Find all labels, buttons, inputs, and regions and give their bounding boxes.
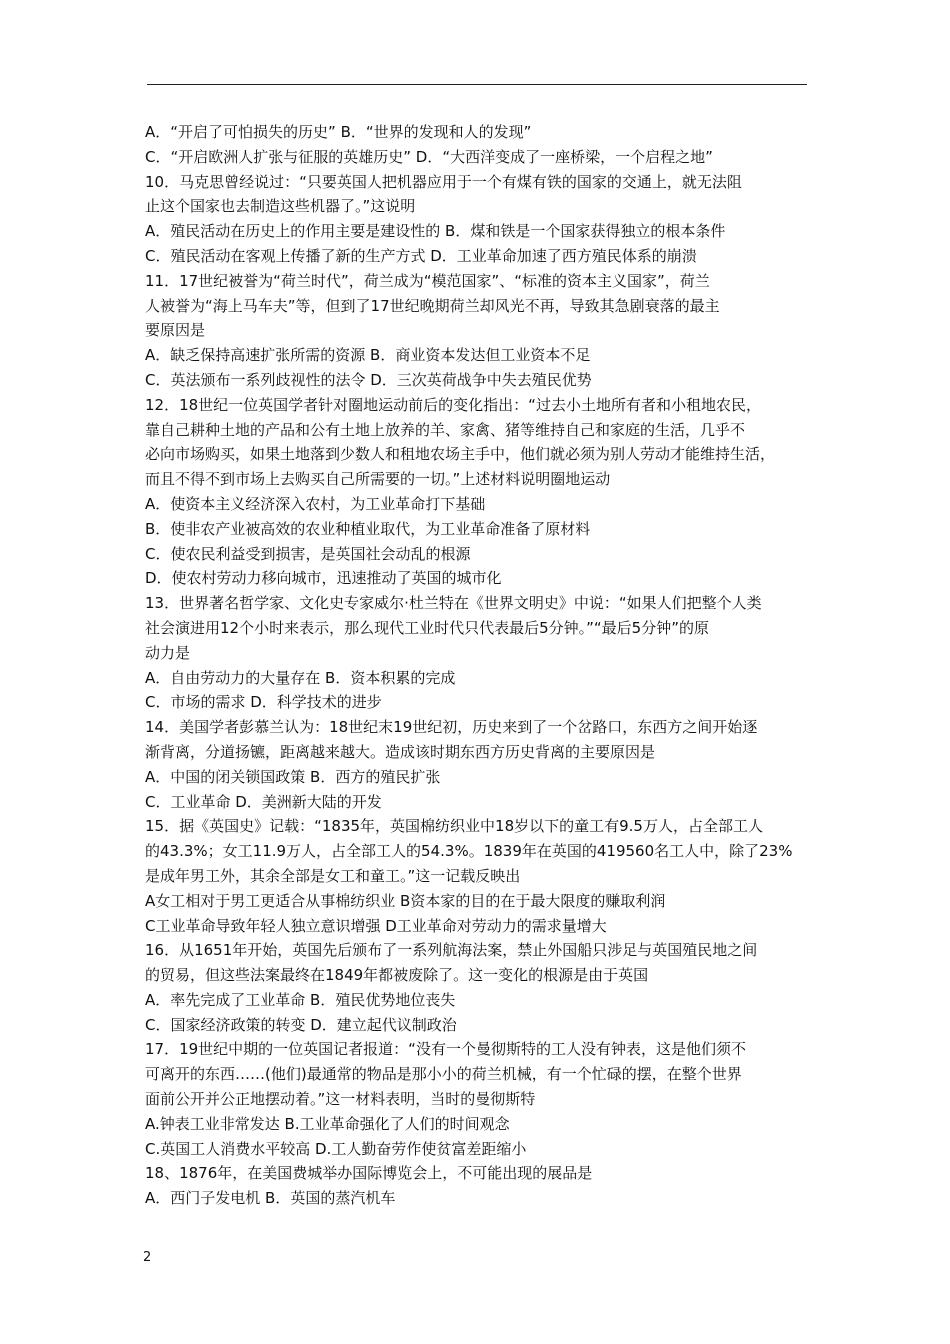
text-line: 的贸易，但这些法案最终在1849年都被废除了。这一变化的根源是由于英国 <box>145 966 649 985</box>
header-rule <box>147 84 807 85</box>
page-number: 2 <box>143 1250 152 1265</box>
text-line: 12．18世纪一位英国学者针对圈地运动前后的变化指出：“过去小土地所有者和小租地农民， <box>145 395 761 414</box>
text-line: A．率先完成了工业革命 B．殖民优势地位丧失 <box>145 990 456 1009</box>
text-line: A女工相对于男工更适合从事棉纺织业 B资本家的目的在于最大限度的赚取利润 <box>145 891 666 910</box>
text-line: 16．从1651年开始，英国先后颁布了一系列航海法案，禁止外国船只涉足与英国殖民地之间 <box>145 941 758 960</box>
text-line: A.钟表工业非常发达 B.工业革命强化了人们的时间观念 <box>145 1114 510 1133</box>
text-line: 人被誉为“海上马车夫”等，但到了17世纪晚期荷兰却风光不再，导致其急剧衰落的最主 <box>145 296 720 315</box>
text-line: 的43.3%；女工11.9万人，占全部工人的54.3%。1839年在英国的419560名工人中，除了23% <box>145 842 793 861</box>
text-line: A．使资本主义经济深入农村，为工业革命打下基础 <box>145 494 486 513</box>
text-line: C．市场的需求 D．科学技术的进步 <box>145 693 382 712</box>
text-line: 而且不得不到市场上去购买自己所需要的一切。”上述材料说明圈地运动 <box>145 470 611 489</box>
text-line: C．殖民活动在客观上传播了新的生产方式 D．工业革命加速了西方殖民体系的崩溃 <box>145 246 697 265</box>
text-line: C．使农民利益受到损害，是英国社会动乱的根源 <box>145 544 471 563</box>
text-line: C．“开启欧洲人扩张与征服的英雄历史” D．“大西洋变成了一座桥梁，一个启程之地” <box>145 147 713 166</box>
text-line: C工业革命导致年轻人独立意识增强 D工业革命对劳动力的需求量增大 <box>145 916 607 935</box>
text-line: A．“开启了可怕损失的历史” B．“世界的发现和人的发现” <box>145 123 532 141</box>
text-line: C.英国工人消费水平较高 D.工人勤奋劳作使贫富差距缩小 <box>145 1139 527 1158</box>
text-line: A．自由劳动力的大量存在 B．资本积累的完成 <box>145 668 456 687</box>
text-line: A．西门子发电机 B．英国的蒸汽机车 <box>145 1189 396 1208</box>
text-line: D．使农村劳动力移向城市，迅速推动了英国的城市化 <box>145 569 502 588</box>
text-line: 面前公开并公正地摆动着。”这一材料表明，当时的曼彻斯特 <box>145 1090 536 1109</box>
text-line: A．缺乏保持高速扩张所需的资源 B．商业资本发达但工业资本不足 <box>145 346 591 365</box>
text-line: 社会演进用12个小时来表示，那么现代工业时代只代表最后5分钟。”“最后5分钟”的原 <box>145 618 709 637</box>
text-line: A．殖民活动在历史上的作用主要是建设性的 B．煤和铁是一个国家获得独立的根本条件 <box>145 222 726 241</box>
text-line: 15．据《英国史》记载：“1835年，英国棉纺织业中18岁以下的童工有9.5万人，占全部工人 <box>145 817 763 836</box>
text-line: 动力是 <box>145 643 191 662</box>
text-line: C．国家经济政策的转变 D．建立起代议制政治 <box>145 1015 457 1034</box>
text-line: 17．19世纪中期的一位英国记者报道：“没有一个曼彻斯特的工人没有钟表，这是他们须不 <box>145 1040 746 1059</box>
text-line: 必向市场购买，如果土地落到少数人和租地农场主手中，他们就必须为别人劳动才能维持生活， <box>145 445 776 464</box>
text-line: 可离开的东西……(他们)最通常的物品是那小小的荷兰机械，有一个忙碌的摆，在整个世界 <box>145 1065 742 1084</box>
text-line: A．中国的闭关锁国政策 B．西方的殖民扩张 <box>145 767 441 786</box>
text-line: 是成年男工外，其余全部是女工和童工。”这一记载反映出 <box>145 866 521 885</box>
text-line: 18、1876年，在美国费城举办国际博览会上，不可能出现的展品是 <box>145 1164 593 1183</box>
text-line: B．使非农产业被高效的农业种植业取代，为工业革命准备了原材料 <box>145 519 591 538</box>
text-line: 14．美国学者彭慕兰认为：18世纪末19世纪初，历史来到了一个岔路口，东西方之间开始逐 <box>145 718 758 737</box>
text-line: 11．17世纪被誉为“荷兰时代”，荷兰成为“模范国家”、“标准的资本主义国家”，荷兰 <box>145 271 710 290</box>
text-line: 渐背离，分道扬镳，距离越来越大。造成该时期东西方历史背离的主要原因是 <box>145 742 656 761</box>
text-line: 靠自己耕种土地的产品和公有土地上放养的羊、家禽、猪等维持自己和家庭的生活，几乎不 <box>145 420 746 439</box>
text-line: 止这个国家也去制造这些机器了。”这说明 <box>145 197 416 216</box>
document-body <box>145 120 825 1211</box>
text-line: 13．世界著名哲学家、文化史专家威尔·杜兰特在《世界文明史》中说：“如果人们把整个人类 <box>145 594 762 613</box>
text-line: C．工业革命 D．美洲新大陆的开发 <box>145 792 382 811</box>
text-line: 要原因是 <box>145 321 206 340</box>
text-line: C．英法颁布一系列歧视性的法令 D．三次英荷战争中失去殖民优势 <box>145 370 592 389</box>
text-line: 10．马克思曾经说过：“只要英国人把机器应用于一个有煤有铁的国家的交通上，就无法阻 <box>145 172 742 191</box>
